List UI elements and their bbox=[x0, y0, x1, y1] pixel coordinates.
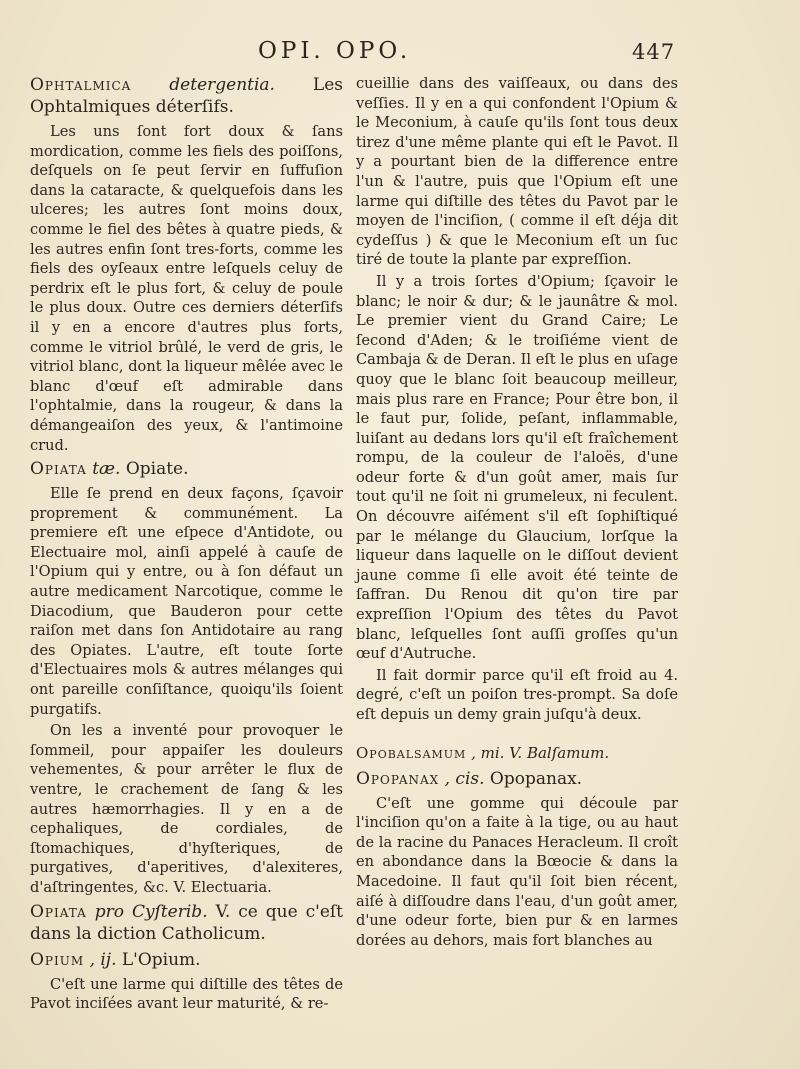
grammar-note: tæ. bbox=[92, 459, 121, 480]
entry-paragraph: Les uns ſont fort doux & ſans mordication, comme les fiels des poiſſons, deſquels on ſe peut ſervir en ſuffuſion dans la cataracte, & quelquefois dans les ulceres; les autres ſont moins doux, comme le fiel des bêtes à quatre pieds, & les autres enfin ſont tres-forts, comme les fiels des oyſeaux entre leſquels celuy de perdrix eſt le plus fort, & celuy de poule le plus doux. Outre ces derniers déterſifs il y en a encore d'autres plus forts, comme le vitriol brûlé, le verd de gris, le vitriol blanc, dont la liqueur mêlée avec le blanc d'œuf eſt admirable dans l'ophtalmie, dans la rougeur, & dans la démangeaiſon des yeux, & l'antimoine crud. bbox=[30, 123, 343, 454]
gloss: Opopanax. bbox=[489, 768, 583, 789]
page-number: 447 bbox=[632, 40, 676, 64]
grammar-note: , mi. V. Balſamum. bbox=[471, 743, 610, 762]
headword: Opobalsamum bbox=[356, 743, 467, 762]
gloss: L'Opium. bbox=[121, 949, 201, 970]
grammar-note: , ij. bbox=[89, 949, 117, 970]
entry-paragraph: On les a inventé pour provoquer le ſommeil, pour appaiſer les douleurs vehementes, & pour arrêter le flux de ventre, le crachement de ſang & les autres hæmorrhagies. Il y en a de cephaliques, de cordiales, de ſtomachiques, d'hyſteriques, de purgatives, d'aperitives, d'alexiteres, d'aſtringentes, &c. V. Electuaria. bbox=[30, 722, 343, 896]
entry-heading bbox=[356, 768, 678, 790]
headword: Opium bbox=[30, 949, 85, 970]
dictionary-entry-continued bbox=[356, 74, 678, 725]
entry-paragraph: cueillie dans des vaiſſeaux, ou dans des veſſies. Il y en a qui confondent l'Opium & le Meconium, à cauſe qu'ils ſont tous deux tirez d'une même plante qui eſt le Pavot. Il y a pourtant bien de la difference entre l'un & l'autre, puis que l'Opium eſt une larme qui diſtille des têtes du Pavot par le moyen de l'inciſion, ( comme il eſt déja dit cydeſſus ) & que le Meconium eſt un ſuc tiré de toute la plante par expreſſion. bbox=[356, 75, 678, 269]
dictionary-entry bbox=[30, 949, 343, 1014]
gloss: V. ce que c'eſt dans la diction Catholicum. bbox=[30, 901, 344, 944]
entry-heading bbox=[30, 74, 343, 118]
entry-heading bbox=[356, 742, 678, 764]
right-column bbox=[356, 74, 678, 953]
dictionary-entry bbox=[30, 74, 343, 455]
gloss: Opiate. bbox=[125, 459, 189, 480]
dictionary-entry bbox=[356, 742, 678, 764]
entry-paragraph: Il fait dormir parce qu'il eſt froid au 4. degré, c'eſt un poiſon tres-prompt. Sa doſe eſt depuis un demy grain juſqu'à deux. bbox=[356, 666, 678, 723]
dictionary-entry bbox=[356, 768, 678, 951]
grammar-note: pro Cyſterib. bbox=[94, 901, 208, 922]
headword: Opopanax bbox=[356, 768, 440, 789]
running-head: OPI. OPO. bbox=[258, 38, 412, 64]
entry-heading bbox=[30, 901, 343, 945]
grammar-note: , cis. bbox=[444, 768, 485, 789]
dictionary-entry bbox=[30, 458, 343, 897]
grammar-note: detergentia. bbox=[169, 75, 275, 95]
headword: Opiata bbox=[30, 459, 87, 480]
entry-heading bbox=[30, 458, 343, 480]
left-column bbox=[30, 74, 343, 1017]
gloss: Les Ophtalmiques déterſifs. bbox=[30, 75, 343, 117]
page-header bbox=[0, 38, 800, 72]
entry-paragraph: C'eſt une larme qui diſtille des têtes de Pavot inciſées avant leur maturité, & re- bbox=[30, 975, 343, 1013]
entry-paragraph: Elle ſe prend en deux façons, ſçavoir proprement & communément. La premiere eſt une eſpece d'Antidote, ou Electuaire mol, ainſi appelé à cauſe de l'Opium qui y entre, ou à ſon défaut un autre medicament Narcotique, comme le Diacodium, que Bauderon pour cette raiſon met dans ſon Antidotaire au rang des Opiates. L'autre, eſt toute ſorte d'Electuaires mols & autres mélanges qui ont pareille conſiſtance, quoiqu'ils ſoient purgatifs. bbox=[30, 485, 343, 718]
entry-paragraph: C'eſt une gomme qui découle par l'inciſion qu'on a faite à la tige, ou au haut de la racine du Panaces Heracleum. Il croît en abondance dans la Bœocie & dans la Macedoine. Il faut qu'il ſoit bien récent, aiſé à diſſoudre dans l'eau, d'un goût amer, d'une odeur forte, bien pur & en larmes dorées au dehors, mais fort blanches au bbox=[356, 794, 678, 949]
headword: Opiata bbox=[30, 901, 87, 922]
entry-paragraph: Il y a trois ſortes d'Opium; ſçavoir le blanc; le noir & dur; & le jaunâtre & mol. Le premier vient du Grand Caire; Le ſecond d'Aden; & le troiſiéme vient de Cambaja & de Deran. Il eſt le plus en uſage quoy que le blanc ſoit beaucoup meilleur, mais plus rare en France; Pour être bon, il le faut pur, ſolide, peſant, inflammable, luiſant au dedans lors qu'il eſt fraîchement rompu, de la couleur de l'aloës, d'une odeur forte & d'un goût amer, mais ſur tout qu'il ne ſoit ni grumeleux, ni feculent. On découvre aiſément s'il eſt ſophiſtiqué par le mélange du Glaucium, lorſque la liqueur dans laquelle on le diſſout devient jaune comme ſi elle avoit été teinte de ſaffran. Du Renou dit qu'on tire par expreſſion l'Opium des têtes du Pavot blanc, leſquelles ſont auſſi groſſes qu'un œuf d'Autruche. bbox=[356, 272, 678, 663]
entry-heading bbox=[30, 949, 343, 971]
entry-gap bbox=[356, 728, 678, 742]
headword: Ophtalmica bbox=[30, 75, 132, 95]
dictionary-entry bbox=[30, 901, 343, 945]
